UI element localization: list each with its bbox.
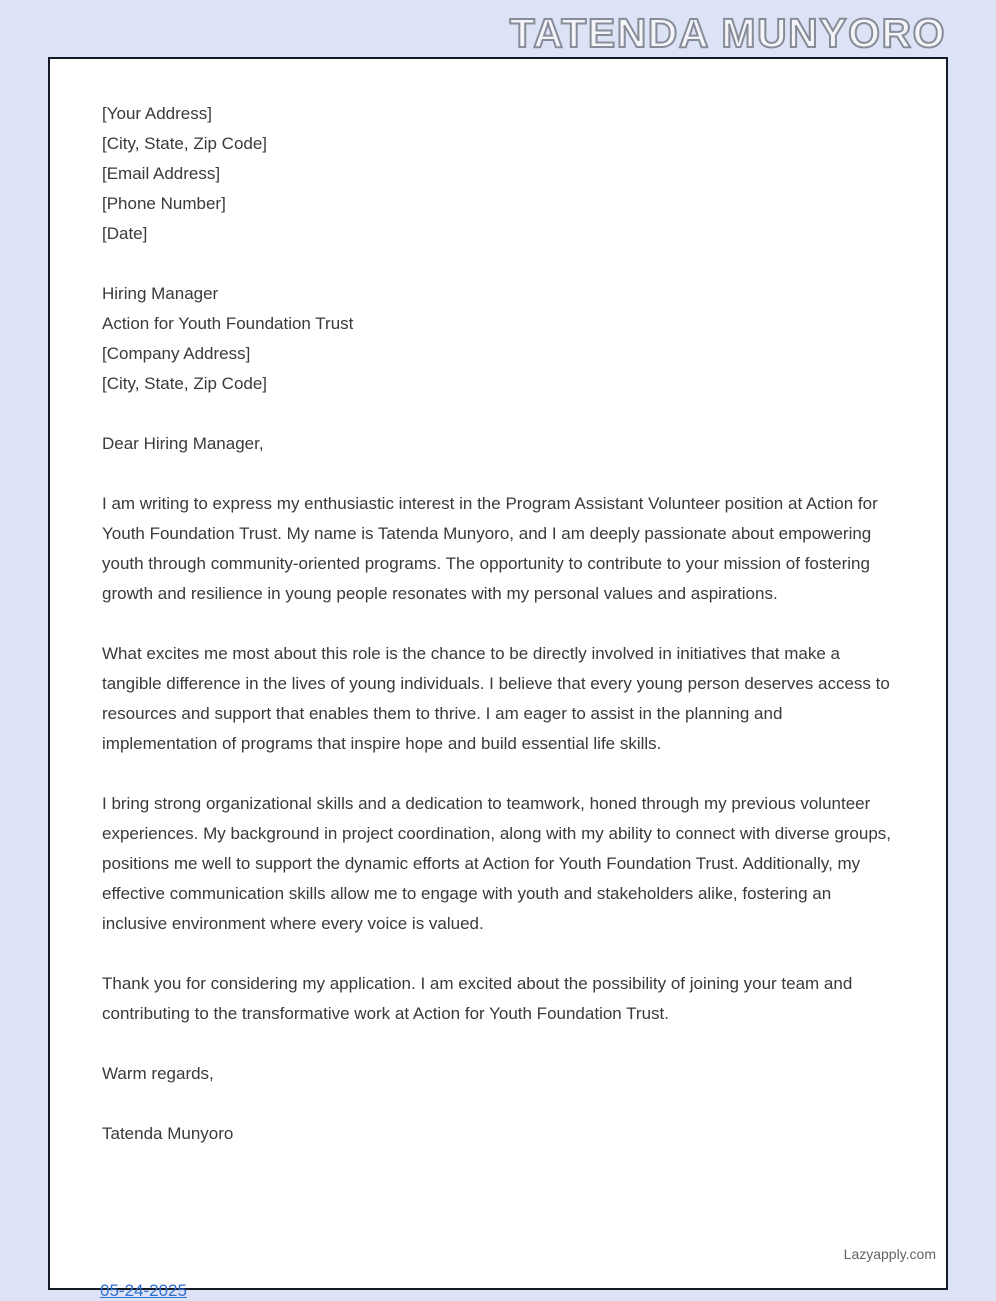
closing-line: Warm regards, xyxy=(102,1064,214,1083)
signature-name: Tatenda Munyoro xyxy=(102,1124,234,1143)
letter-paragraph-2: What excites me most about this role is the chance to be directly involved in initiatives that make a tangible difference in the lives of young individuals. I believe that every young person deserves access to resources and support that enables them to thrive. I am eager to assist in the planning and implementation of programs that inspire hope and build essential life skills. xyxy=(102,644,890,753)
sender-email-line: [Email Address] xyxy=(102,164,221,183)
recipient-title-line: Hiring Manager xyxy=(102,284,219,303)
letter-page xyxy=(48,57,948,1290)
letter-paragraph-4: Thank you for considering my application. I am excited about the possibility of joining your team and contributing to the transformative work at Action for Youth Foundation Trust. xyxy=(102,974,853,1023)
sender-address-block xyxy=(102,99,894,249)
sender-city-line: [City, State, Zip Code] xyxy=(102,134,268,153)
letter-header-name: TATENDA MUNYORO xyxy=(509,10,946,56)
recipient-city-line: [City, State, Zip Code] xyxy=(102,374,268,393)
sender-date-line: [Date] xyxy=(102,224,148,243)
sender-phone-line: [Phone Number] xyxy=(102,194,226,213)
recipient-address-block xyxy=(102,279,894,399)
date-link[interactable]: 05-24-2025 xyxy=(100,1281,187,1300)
recipient-company-line: Action for Youth Foundation Trust xyxy=(102,314,354,333)
recipient-address-line: [Company Address] xyxy=(102,344,251,363)
letter-content xyxy=(50,59,946,1149)
sender-address-line: [Your Address] xyxy=(102,104,212,123)
salutation: Dear Hiring Manager, xyxy=(102,434,264,453)
letter-paragraph-1: I am writing to express my enthusiastic interest in the Program Assistant Volunteer position at Action for Youth Foundation Trust. My name is Tatenda Munyoro, and I am deeply passionate about empowering youth through community-oriented programs. The opportunity to contribute to your mission of fostering growth and resilience in young people resonates with my personal values and aspirations. xyxy=(102,494,878,603)
letter-paragraph-3: I bring strong organizational skills and a dedication to teamwork, honed through my previous volunteer experiences. My background in project coordination, along with my ability to connect with diverse groups, positions me well to support the dynamic efforts at Action for Youth Foundation Trust. Additionally, my effective communication skills allow me to engage with youth and stakeholders alike, fostering an inclusive environment where every voice is valued. xyxy=(102,794,892,933)
watermark-lazyapply: Lazyapply.com xyxy=(843,1246,936,1262)
